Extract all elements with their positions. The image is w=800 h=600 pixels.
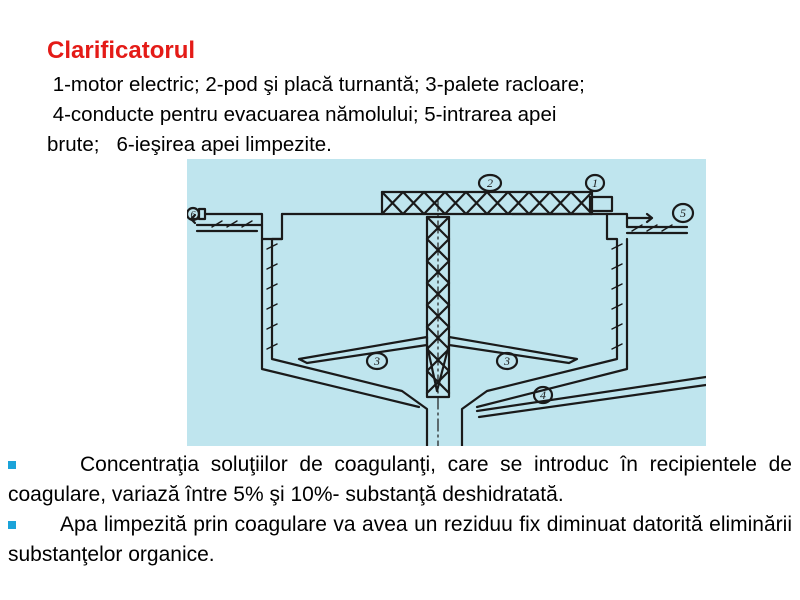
- label-5: 5: [680, 206, 686, 220]
- legend-line: 1-motor electric; 2-pod şi placă turnantă; 3-palete racloare;: [47, 73, 585, 96]
- figure-legend: [47, 70, 767, 160]
- label-1: 1: [592, 176, 598, 190]
- motor: [590, 197, 612, 211]
- bullet-item: [0, 510, 800, 570]
- bullet-item: [0, 450, 800, 510]
- inlet-pipe-5: [607, 214, 687, 227]
- legend-line: brute; 6-ieşirea apei limpezite.: [47, 133, 332, 156]
- legend-line: 4-conducte pentru evacuarea nămolului; 5-intrarea apei: [47, 103, 557, 126]
- clarifier-drawing: [187, 159, 706, 446]
- scraper-blade-right: [449, 337, 577, 363]
- clarifier-diagram: [187, 159, 706, 446]
- inlet-arrow: [627, 214, 652, 222]
- label-2: 2: [487, 176, 493, 190]
- label-4: 4: [540, 388, 546, 402]
- label-3b: 3: [504, 354, 510, 368]
- square-bullet-icon: [8, 521, 16, 529]
- tank-wall-right: [462, 214, 617, 446]
- bullet-text: Concentraţia soluţiilor de coagulanţi, care se introduc în recipientele de coagulare, variază între 5% şi 10%- substanţă deshidratată.: [8, 453, 792, 506]
- sludge-pipe-4: [477, 377, 706, 411]
- scraper-blade-left: [299, 337, 427, 363]
- bullet-list: [0, 450, 800, 570]
- slide-title: Clarificatorul: [47, 37, 196, 64]
- square-bullet-icon: [8, 461, 16, 469]
- label-6: 6: [190, 210, 196, 221]
- tank-wall-left: [272, 214, 427, 446]
- label-3a: 3: [374, 354, 380, 368]
- bullet-text: Apa limpezită prin coagulare va avea un reziduu fix diminuat datorită eliminării substanţelor organice.: [8, 513, 792, 566]
